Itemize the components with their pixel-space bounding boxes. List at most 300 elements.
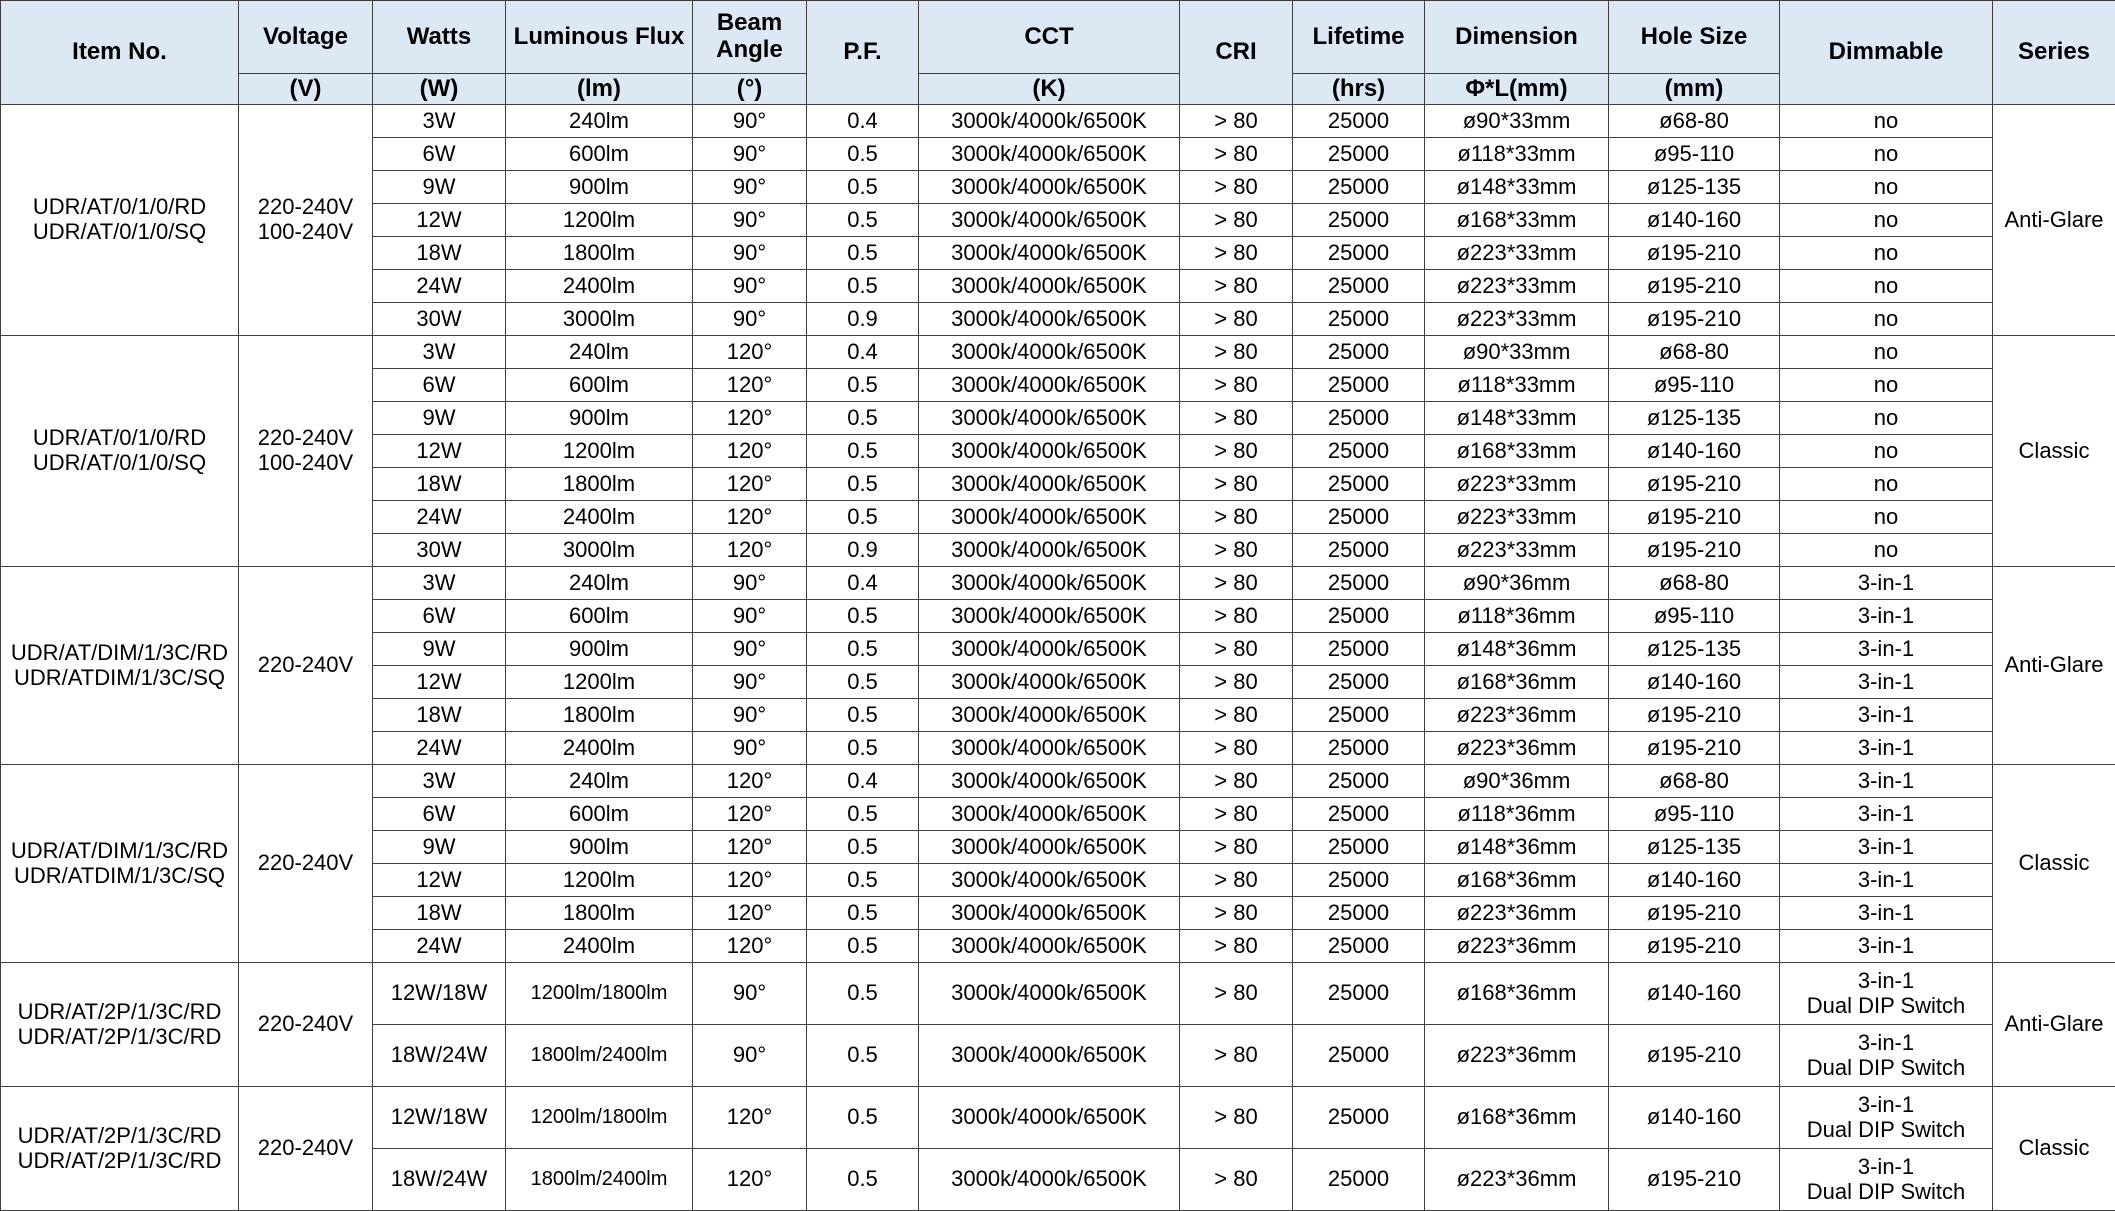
cct-cell: 3000k/4000k/6500K [919,897,1180,930]
table-row [1,567,2115,600]
lifetime-cell: 25000 [1293,732,1425,765]
dimension-cell: ø118*33mm [1425,138,1609,171]
beam-angle-cell: 120° [693,501,807,534]
header-dimmable: Dimmable [1780,1,1993,105]
luminous-flux-cell: 3000lm [506,303,693,336]
hole-size-cell: ø125-135 [1609,171,1780,204]
beam-angle-cell: 120° [693,897,807,930]
unit-cct: (K) [919,74,1180,105]
unit-flux: (lm) [506,74,693,105]
header-pf: P.F. [807,1,919,105]
text-line: UDR/ATDIM/1/3C/SQ [13,664,226,690]
dimmable-cell: 3-in-1 [1780,897,1993,930]
lifetime-cell: 25000 [1293,930,1425,963]
dimension-cell: ø168*36mm [1425,666,1609,699]
text-line: 100-240V [257,450,354,475]
text-line: 3-in-1 [1857,967,1915,993]
lifetime-cell: 25000 [1293,633,1425,666]
cct-cell: 3000k/4000k/6500K [919,930,1180,963]
watts-cell: 12W [373,666,506,699]
dimension-cell: ø223*33mm [1425,468,1609,501]
pf-cell: 0.5 [807,930,919,963]
lifetime-cell: 25000 [1293,501,1425,534]
beam-angle-cell: 90° [693,1025,807,1087]
hole-size-cell: ø140-160 [1609,864,1780,897]
beam-angle-cell: 120° [693,1087,807,1149]
lifetime-cell: 25000 [1293,798,1425,831]
series-cell: Anti-Glare [1993,567,2115,765]
dimension-cell: ø223*36mm [1425,1025,1609,1087]
series-cell: Anti-Glare [1993,963,2115,1087]
dimension-cell: ø223*33mm [1425,501,1609,534]
dimmable-cell: 3-in-1 [1780,798,1993,831]
cri-cell: > 80 [1180,402,1293,435]
voltage-cell [239,963,373,1087]
cct-cell: 3000k/4000k/6500K [919,666,1180,699]
dimmable-cell: no [1780,171,1993,204]
voltage-cell [239,1087,373,1211]
hole-size-cell: ø95-110 [1609,369,1780,402]
pf-cell: 0.5 [807,600,919,633]
dimension-cell: ø223*36mm [1425,897,1609,930]
unit-hole: (mm) [1609,74,1780,105]
cct-cell: 3000k/4000k/6500K [919,798,1180,831]
text-line: Dual DIP Switch [1806,1178,1966,1204]
text-line: 220-240V [257,425,354,451]
header-cct: CCT [919,1,1180,74]
text-line: 220-240V [257,1135,354,1161]
text-line: 3-in-1 [1857,1153,1915,1179]
dimension-cell: ø223*36mm [1425,732,1609,765]
luminous-flux-cell: 2400lm [506,270,693,303]
lifetime-cell: 25000 [1293,1087,1425,1149]
luminous-flux-cell: 1200lm [506,435,693,468]
beam-angle-cell: 120° [693,534,807,567]
table-row [1,105,2115,138]
watts-cell: 12W [373,864,506,897]
lifetime-cell: 25000 [1293,402,1425,435]
hole-size-cell: ø95-110 [1609,138,1780,171]
beam-angle-cell: 90° [693,138,807,171]
luminous-flux-cell: 1800lm/2400lm [506,1025,693,1087]
watts-cell: 18W [373,897,506,930]
hole-size-cell: ø195-210 [1609,930,1780,963]
cct-cell: 3000k/4000k/6500K [919,204,1180,237]
series-cell: Classic [1993,336,2115,567]
item-no-cell [1,1087,239,1211]
hole-size-cell: ø125-135 [1609,831,1780,864]
cri-cell: > 80 [1180,468,1293,501]
pf-cell: 0.5 [807,963,919,1025]
cri-cell: > 80 [1180,270,1293,303]
beam-angle-cell: 120° [693,930,807,963]
table-row [1,336,2115,369]
text-line: Dual DIP Switch [1806,1054,1966,1080]
unit-watts: (W) [373,74,506,105]
luminous-flux-cell: 2400lm [506,501,693,534]
cri-cell: > 80 [1180,501,1293,534]
pf-cell: 0.5 [807,204,919,237]
table-body [1,105,2115,1211]
text-line: 220-240V [257,850,354,876]
dimension-cell: ø90*33mm [1425,105,1609,138]
watts-cell: 9W [373,171,506,204]
pf-cell: 0.5 [807,1087,919,1149]
cri-cell: > 80 [1180,336,1293,369]
dimmable-cell: no [1780,336,1993,369]
dimension-cell: ø148*36mm [1425,633,1609,666]
luminous-flux-cell: 240lm [506,336,693,369]
dimmable-cell: 3-in-1 [1780,765,1993,798]
cri-cell: > 80 [1180,633,1293,666]
beam-angle-cell: 120° [693,798,807,831]
luminous-flux-cell: 1800lm/2400lm [506,1149,693,1211]
lifetime-cell: 25000 [1293,270,1425,303]
luminous-flux-cell: 1200lm [506,204,693,237]
luminous-flux-cell: 240lm [506,765,693,798]
dimmable-cell: 3-in-1 [1780,633,1993,666]
cri-cell: > 80 [1180,1087,1293,1149]
table-header [1,1,2115,105]
cri-cell: > 80 [1180,105,1293,138]
beam-angle-cell: 90° [693,105,807,138]
table-row [1,963,2115,1025]
unit-dimension: Φ*L(mm) [1425,74,1609,105]
luminous-flux-cell: 1200lm [506,666,693,699]
beam-angle-cell: 120° [693,435,807,468]
watts-cell: 9W [373,633,506,666]
pf-cell: 0.5 [807,402,919,435]
hole-size-cell: ø68-80 [1609,105,1780,138]
voltage-cell [239,765,373,963]
beam-angle-cell: 90° [693,237,807,270]
beam-angle-cell: 120° [693,336,807,369]
watts-cell: 3W [373,567,506,600]
cct-cell: 3000k/4000k/6500K [919,105,1180,138]
watts-cell: 3W [373,336,506,369]
pf-cell: 0.5 [807,435,919,468]
pf-cell: 0.4 [807,765,919,798]
item-no-cell [1,567,239,765]
dimmable-cell [1780,1149,1993,1211]
luminous-flux-cell: 240lm [506,105,693,138]
text-line: UDR/AT/0/1/0/RD [32,425,207,451]
voltage-cell [239,105,373,336]
pf-cell: 0.5 [807,732,919,765]
header-watts: Watts [373,1,506,74]
cri-cell: > 80 [1180,699,1293,732]
watts-cell: 9W [373,402,506,435]
cri-cell: > 80 [1180,138,1293,171]
beam-angle-cell: 90° [693,699,807,732]
dimension-cell: ø168*33mm [1425,204,1609,237]
header-item-no: Item No. [1,1,239,105]
text-line: 3-in-1 [1857,1029,1915,1055]
watts-cell: 24W [373,930,506,963]
cct-cell: 3000k/4000k/6500K [919,732,1180,765]
header-cri: CRI [1180,1,1293,105]
luminous-flux-cell: 900lm [506,171,693,204]
cri-cell: > 80 [1180,831,1293,864]
text-line: UDR/ATDIM/1/3C/SQ [13,862,226,888]
pf-cell: 0.4 [807,567,919,600]
hole-size-cell: ø140-160 [1609,666,1780,699]
dimension-cell: ø223*36mm [1425,699,1609,732]
dimension-cell: ø223*33mm [1425,237,1609,270]
pf-cell: 0.5 [807,798,919,831]
luminous-flux-cell: 1200lm/1800lm [506,963,693,1025]
header-dimension: Dimension [1425,1,1609,74]
dimmable-cell: no [1780,402,1993,435]
cct-cell: 3000k/4000k/6500K [919,501,1180,534]
watts-cell: 24W [373,732,506,765]
cri-cell: > 80 [1180,534,1293,567]
lifetime-cell: 25000 [1293,435,1425,468]
lifetime-cell: 25000 [1293,369,1425,402]
text-line: 220-240V [257,194,354,220]
cct-cell: 3000k/4000k/6500K [919,600,1180,633]
dimmable-cell: no [1780,534,1993,567]
dimension-cell: ø118*36mm [1425,798,1609,831]
dimmable-cell: 3-in-1 [1780,732,1993,765]
cri-cell: > 80 [1180,237,1293,270]
cct-cell: 3000k/4000k/6500K [919,864,1180,897]
luminous-flux-cell: 900lm [506,633,693,666]
cri-cell: > 80 [1180,666,1293,699]
lifetime-cell: 25000 [1293,171,1425,204]
pf-cell: 0.5 [807,270,919,303]
hole-size-cell: ø195-210 [1609,501,1780,534]
watts-cell: 12W/18W [373,963,506,1025]
lifetime-cell: 25000 [1293,105,1425,138]
beam-angle-cell: 120° [693,864,807,897]
pf-cell: 0.9 [807,303,919,336]
beam-angle-cell: 90° [693,633,807,666]
item-no-cell [1,765,239,963]
unit-beam: (°) [693,74,807,105]
cct-cell: 3000k/4000k/6500K [919,303,1180,336]
dimension-cell: ø118*33mm [1425,369,1609,402]
dimmable-cell: 3-in-1 [1780,930,1993,963]
lifetime-cell: 25000 [1293,204,1425,237]
cct-cell: 3000k/4000k/6500K [919,765,1180,798]
pf-cell: 0.5 [807,369,919,402]
cct-cell: 3000k/4000k/6500K [919,1025,1180,1087]
luminous-flux-cell: 600lm [506,369,693,402]
hole-size-cell: ø140-160 [1609,963,1780,1025]
dimmable-cell: no [1780,237,1993,270]
hole-size-cell: ø195-210 [1609,237,1780,270]
header-luminous-flux: Luminous Flux [506,1,693,74]
lifetime-cell: 25000 [1293,534,1425,567]
watts-cell: 6W [373,138,506,171]
unit-voltage: (V) [239,74,373,105]
lifetime-cell: 25000 [1293,1025,1425,1087]
pf-cell: 0.5 [807,501,919,534]
cri-cell: > 80 [1180,600,1293,633]
dimmable-cell [1780,1025,1993,1087]
cri-cell: > 80 [1180,303,1293,336]
cri-cell: > 80 [1180,897,1293,930]
hole-size-cell: ø195-210 [1609,270,1780,303]
hole-size-cell: ø195-210 [1609,897,1780,930]
series-cell: Anti-Glare [1993,105,2115,336]
luminous-flux-cell: 900lm [506,402,693,435]
text-line: 3-in-1 [1857,1091,1915,1117]
lifetime-cell: 25000 [1293,963,1425,1025]
lifetime-cell: 25000 [1293,666,1425,699]
table-row [1,1087,2115,1149]
dimmable-cell: 3-in-1 [1780,864,1993,897]
cct-cell: 3000k/4000k/6500K [919,138,1180,171]
watts-cell: 3W [373,765,506,798]
text-line: UDR/AT/2P/1/3C/RD [17,1023,222,1049]
pf-cell: 0.5 [807,1025,919,1087]
hole-size-cell: ø140-160 [1609,1087,1780,1149]
lifetime-cell: 25000 [1293,237,1425,270]
series-cell: Classic [1993,765,2115,963]
pf-cell: 0.5 [807,666,919,699]
cct-cell: 3000k/4000k/6500K [919,1149,1180,1211]
watts-cell: 12W [373,204,506,237]
cct-cell: 3000k/4000k/6500K [919,963,1180,1025]
dimmable-cell: no [1780,303,1993,336]
cct-cell: 3000k/4000k/6500K [919,171,1180,204]
cri-cell: > 80 [1180,732,1293,765]
pf-cell: 0.9 [807,534,919,567]
series-cell: Classic [1993,1087,2115,1211]
header-series: Series [1993,1,2115,105]
hole-size-cell: ø195-210 [1609,534,1780,567]
cri-cell: > 80 [1180,1025,1293,1087]
beam-angle-cell: 90° [693,732,807,765]
cct-cell: 3000k/4000k/6500K [919,534,1180,567]
pf-cell: 0.4 [807,105,919,138]
hole-size-cell: ø195-210 [1609,468,1780,501]
dimmable-cell [1780,963,1993,1025]
watts-cell: 6W [373,600,506,633]
lifetime-cell: 25000 [1293,1149,1425,1211]
text-line: UDR/AT/DIM/1/3C/RD [10,639,229,665]
beam-angle-cell: 90° [693,666,807,699]
cri-cell: > 80 [1180,171,1293,204]
lifetime-cell: 25000 [1293,831,1425,864]
header-hole-size: Hole Size [1609,1,1780,74]
luminous-flux-cell: 1800lm [506,468,693,501]
dimension-cell: ø223*36mm [1425,930,1609,963]
watts-cell: 12W [373,435,506,468]
cct-cell: 3000k/4000k/6500K [919,699,1180,732]
cct-cell: 3000k/4000k/6500K [919,1087,1180,1149]
dimension-cell: ø118*36mm [1425,600,1609,633]
text-line: UDR/AT/2P/1/3C/RD [17,998,222,1024]
watts-cell: 30W [373,303,506,336]
cct-cell: 3000k/4000k/6500K [919,402,1180,435]
hole-size-cell: ø195-210 [1609,1149,1780,1211]
luminous-flux-cell: 240lm [506,567,693,600]
dimension-cell: ø148*33mm [1425,171,1609,204]
pf-cell: 0.5 [807,699,919,732]
dimmable-cell: 3-in-1 [1780,666,1993,699]
dimmable-cell [1780,1087,1993,1149]
header-row [1,1,2115,74]
dimension-cell: ø148*33mm [1425,402,1609,435]
pf-cell: 0.5 [807,468,919,501]
watts-cell: 18W [373,699,506,732]
lifetime-cell: 25000 [1293,138,1425,171]
lifetime-cell: 25000 [1293,567,1425,600]
pf-cell: 0.5 [807,171,919,204]
hole-size-cell: ø195-210 [1609,699,1780,732]
dimension-cell: ø90*36mm [1425,765,1609,798]
hole-size-cell: ø195-210 [1609,1025,1780,1087]
cct-cell: 3000k/4000k/6500K [919,831,1180,864]
hole-size-cell: ø125-135 [1609,633,1780,666]
text-line: UDR/AT/0/1/0/SQ [32,219,207,244]
dimmable-cell: 3-in-1 [1780,600,1993,633]
cri-cell: > 80 [1180,204,1293,237]
watts-cell: 12W/18W [373,1087,506,1149]
hole-size-cell: ø68-80 [1609,567,1780,600]
watts-cell: 3W [373,105,506,138]
dimension-cell: ø223*33mm [1425,303,1609,336]
dimension-cell: ø168*36mm [1425,1087,1609,1149]
hole-size-cell: ø68-80 [1609,765,1780,798]
cri-cell: > 80 [1180,369,1293,402]
watts-cell: 24W [373,270,506,303]
luminous-flux-cell: 2400lm [506,930,693,963]
luminous-flux-cell: 1200lm/1800lm [506,1087,693,1149]
dimmable-cell: no [1780,204,1993,237]
cri-cell: > 80 [1180,435,1293,468]
dimension-cell: ø168*36mm [1425,963,1609,1025]
dimension-cell: ø90*33mm [1425,336,1609,369]
beam-angle-cell: 90° [693,303,807,336]
luminous-flux-cell: 600lm [506,600,693,633]
cct-cell: 3000k/4000k/6500K [919,336,1180,369]
beam-angle-cell: 90° [693,963,807,1025]
beam-angle-cell: 90° [693,171,807,204]
text-line: 220-240V [257,652,354,678]
luminous-flux-cell: 1800lm [506,237,693,270]
beam-angle-cell: 120° [693,765,807,798]
item-no-cell [1,105,239,336]
luminous-flux-cell: 3000lm [506,534,693,567]
luminous-flux-cell: 1200lm [506,864,693,897]
lifetime-cell: 25000 [1293,765,1425,798]
lifetime-cell: 25000 [1293,600,1425,633]
text-line: Dual DIP Switch [1806,992,1966,1018]
dimension-cell: ø148*36mm [1425,831,1609,864]
header-voltage: Voltage [239,1,373,74]
dimmable-cell: 3-in-1 [1780,831,1993,864]
cri-cell: > 80 [1180,1149,1293,1211]
text-line: UDR/AT/2P/1/3C/RD [17,1147,222,1173]
beam-angle-cell: 90° [693,204,807,237]
luminous-flux-cell: 600lm [506,798,693,831]
text-line: UDR/AT/DIM/1/3C/RD [10,837,229,863]
dimension-cell: ø223*33mm [1425,270,1609,303]
beam-angle-cell: 120° [693,402,807,435]
cri-cell: > 80 [1180,567,1293,600]
luminous-flux-cell: 2400lm [506,732,693,765]
text-line: UDR/AT/0/1/0/RD [32,194,207,220]
hole-size-cell: ø140-160 [1609,204,1780,237]
watts-cell: 6W [373,369,506,402]
dimmable-cell: no [1780,369,1993,402]
hole-size-cell: ø95-110 [1609,600,1780,633]
pf-cell: 0.5 [807,237,919,270]
